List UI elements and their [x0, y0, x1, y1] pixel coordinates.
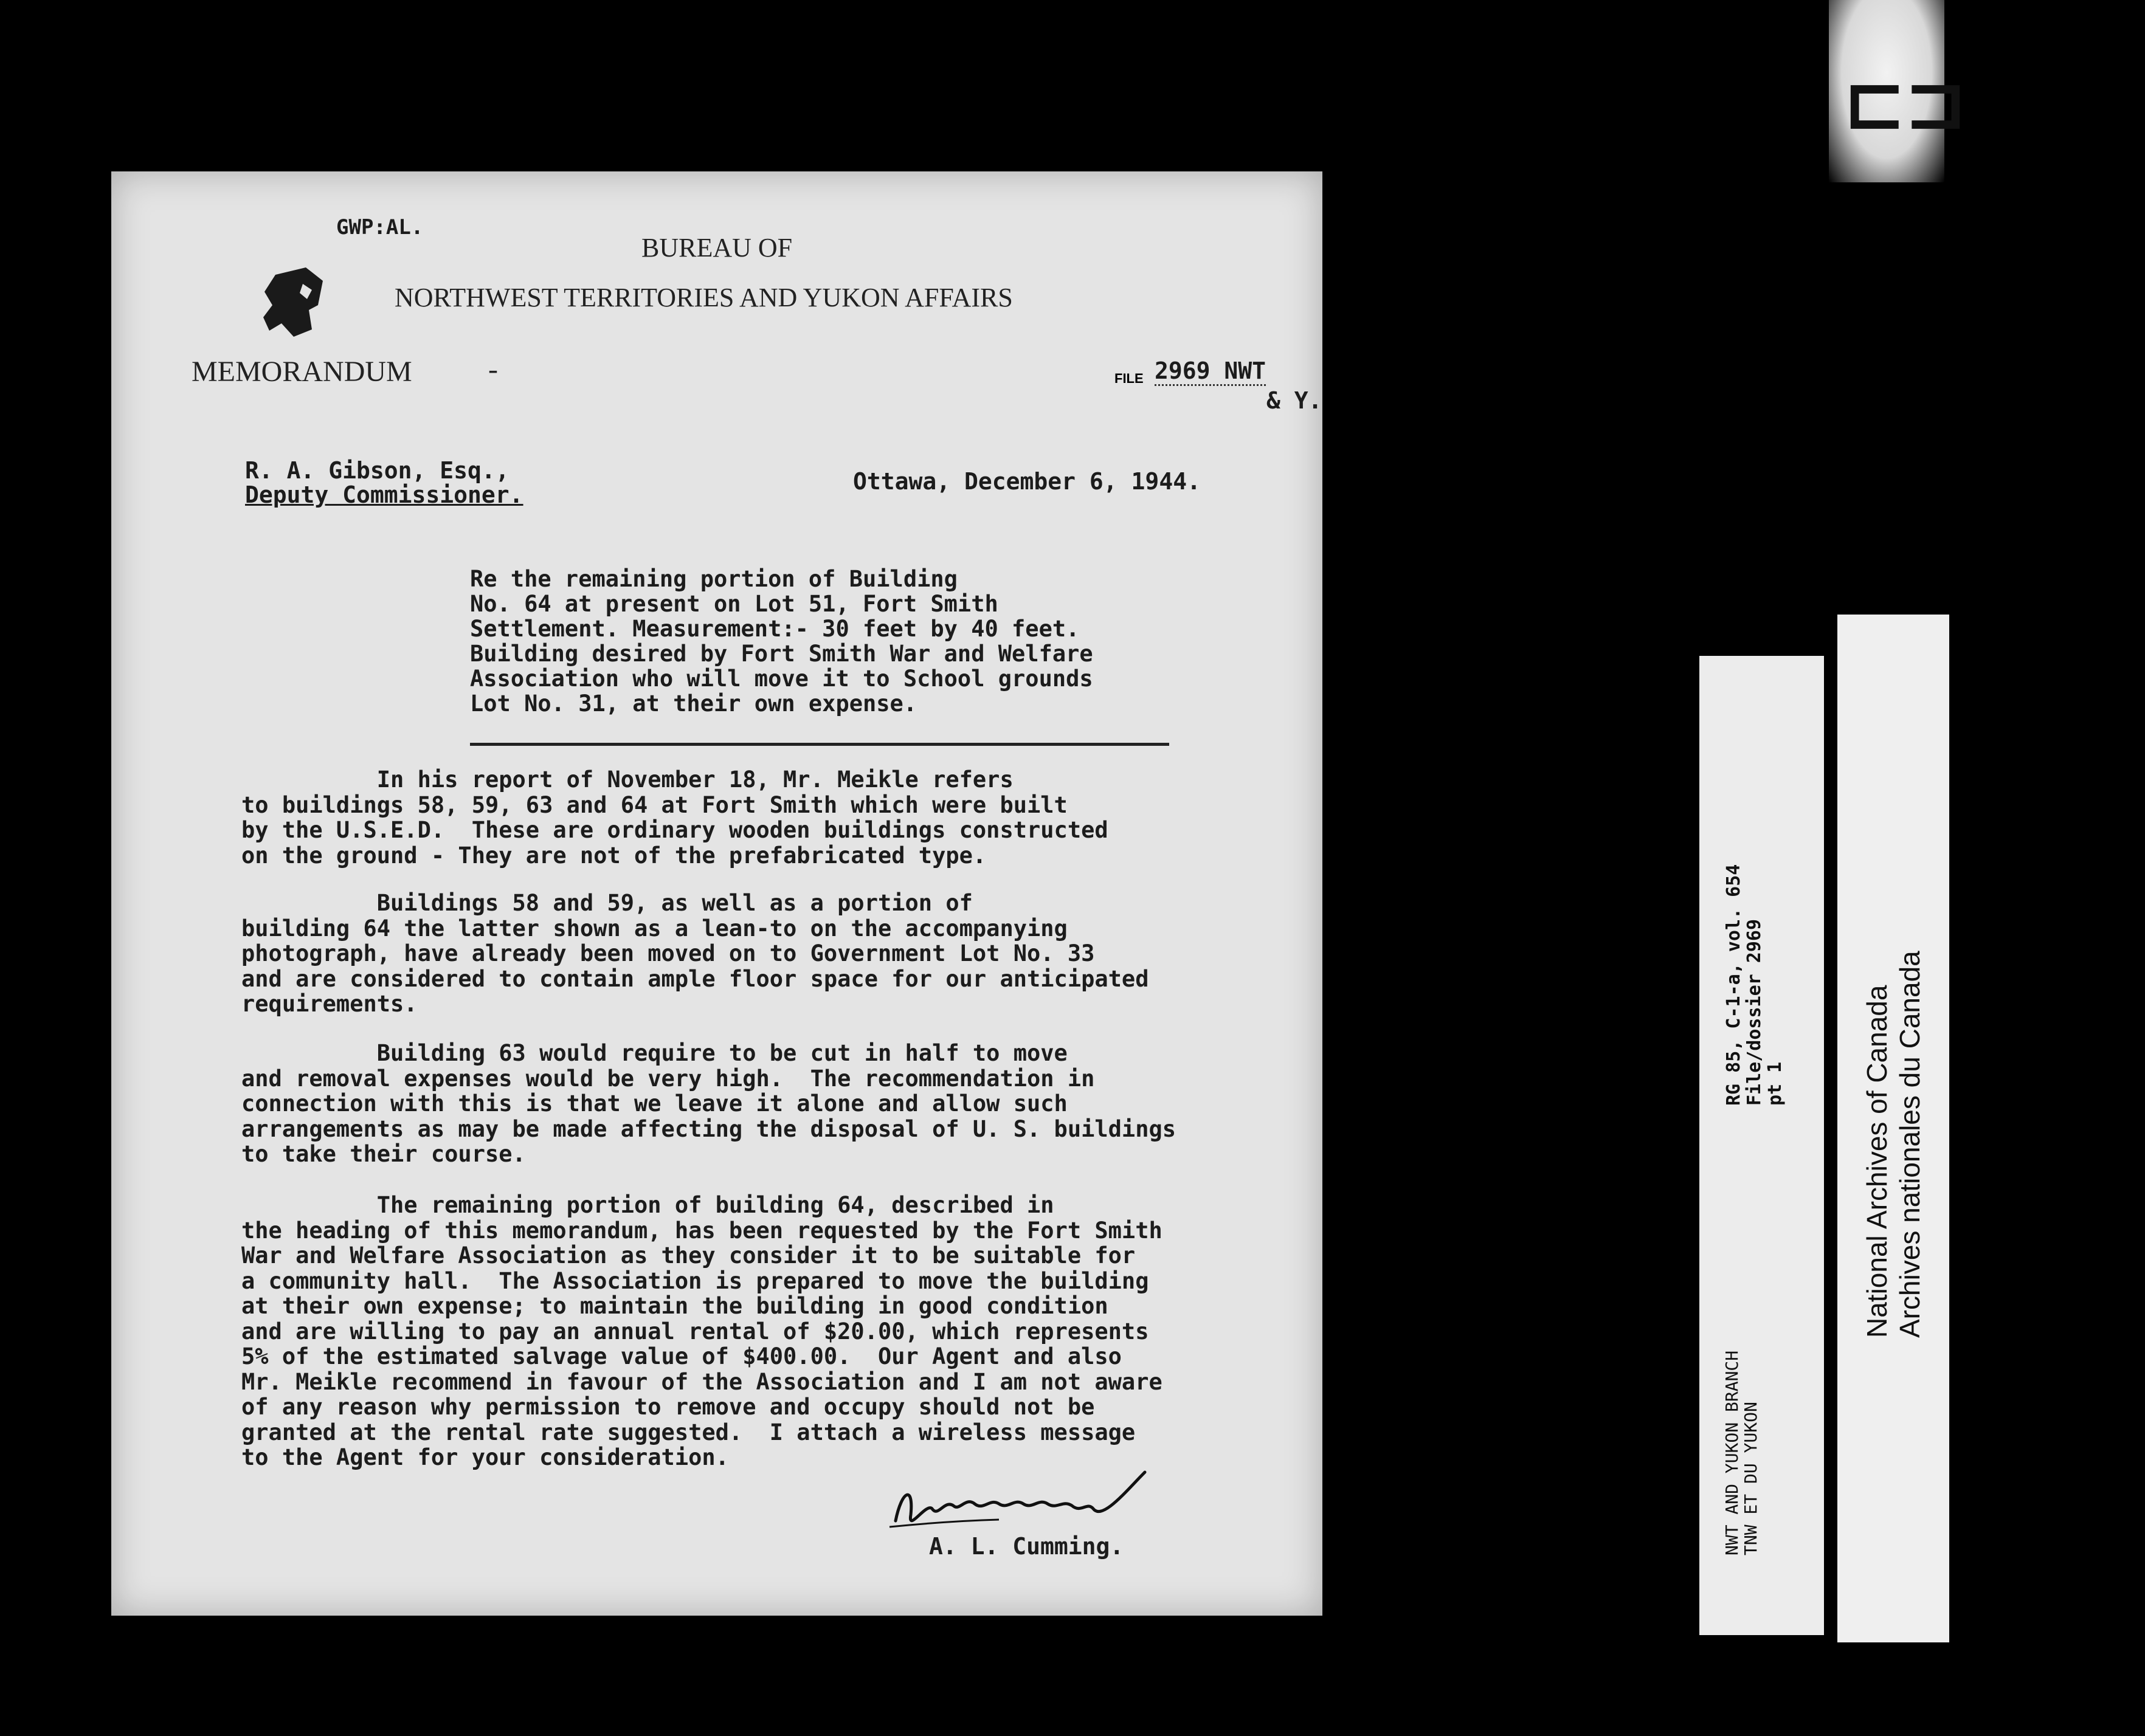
memo-date: Ottawa, December 6, 1944.	[853, 468, 1201, 495]
archive-reference-label	[1699, 656, 1824, 1635]
addressee-name: R. A. Gibson, Esq.,	[245, 457, 509, 484]
body-paragraph-1: In his report of November 18, Mr. Meikle refers to buildings 58, 59, 63 and 64 at Fort Smith which were built by the U.S.E.D. These are ordinary wooden buildings constructed on the ground - They are not of the prefabricated type.	[241, 766, 1108, 869]
bureau-heading-line2: NORTHWEST TERRITORIES AND YUKON AFFAIRS	[395, 283, 1013, 312]
file-label: FILE	[1114, 371, 1144, 386]
bureau-heading-line1: BUREAU OF	[641, 233, 793, 263]
file-number: 2969 NWT	[1155, 357, 1266, 386]
memorandum-heading: MEMORANDUM	[192, 356, 412, 388]
archive-institution-label	[1837, 615, 1949, 1642]
archive-branch: NWT AND YUKON BRANCH TNW ET DU YUKON	[1722, 1350, 1761, 1555]
ink-stain	[251, 263, 336, 342]
corner-label-fragment	[1829, 0, 1967, 182]
subject-divider	[470, 743, 1169, 746]
heading-dash: -	[488, 353, 498, 385]
signer-name: A. L. Cumming.	[929, 1533, 1124, 1560]
subject-block: Re the remaining portion of Building No. 64 at present on Lot 51, Fort Smith Settlement. Measurement:- 30 feet by 40 feet. Building desired by Fort Smith War and Welfare Association who will move it to School grounds Lot No. 31, at their own expense.	[470, 566, 1093, 717]
body-paragraph-4: The remaining portion of building 64, described in the heading of this memorandum, has been requested by the Fort Smith War and Welfare Association as they consider it to be suitable for a community hall. The Association is prepared to move the building at their own expense; to maintain the building in good condition and are willing to pay an annual rental of $20.00, which represents 5% of the estimated salvage value of $400.00. Our Agent and also Mr. Meikle recommend in favour of the Association and I am not aware of any reason why permission to remove and occupy should not be granted at the rental rate suggested. I attach a wireless message to the Agent for your consideration.	[241, 1192, 1162, 1470]
memo-page	[111, 171, 1322, 1616]
corner-label-glyph: ⊏⊐	[1844, 62, 1967, 143]
file-number-suffix: & Y.	[1266, 387, 1322, 414]
archive-institution: National Archives of Canada Archives nationales du Canada	[1861, 951, 1926, 1338]
body-paragraph-3: Building 63 would require to be cut in half to move and removal expenses would be very high. The recommendation in connection with this is that we leave it alone and allow such arrangements as may be made affecting the disposal of U. S. buildings to take their course.	[241, 1040, 1176, 1167]
addressee-title: Deputy Commissioner.	[245, 481, 523, 508]
body-paragraph-2: Buildings 58 and 59, as well as a portion of building 64 the latter shown as a lean-to on the accompanying photograph, have already been moved on to Government Lot No. 33 and are considered to contain ample floor space for our anticipated requirements.	[241, 890, 1149, 1017]
archive-reference: RG 85, C-1-a, vol. 654 File/dossier 2969 pt 1	[1723, 864, 1786, 1106]
typist-initials: GWP:AL.	[336, 215, 424, 239]
